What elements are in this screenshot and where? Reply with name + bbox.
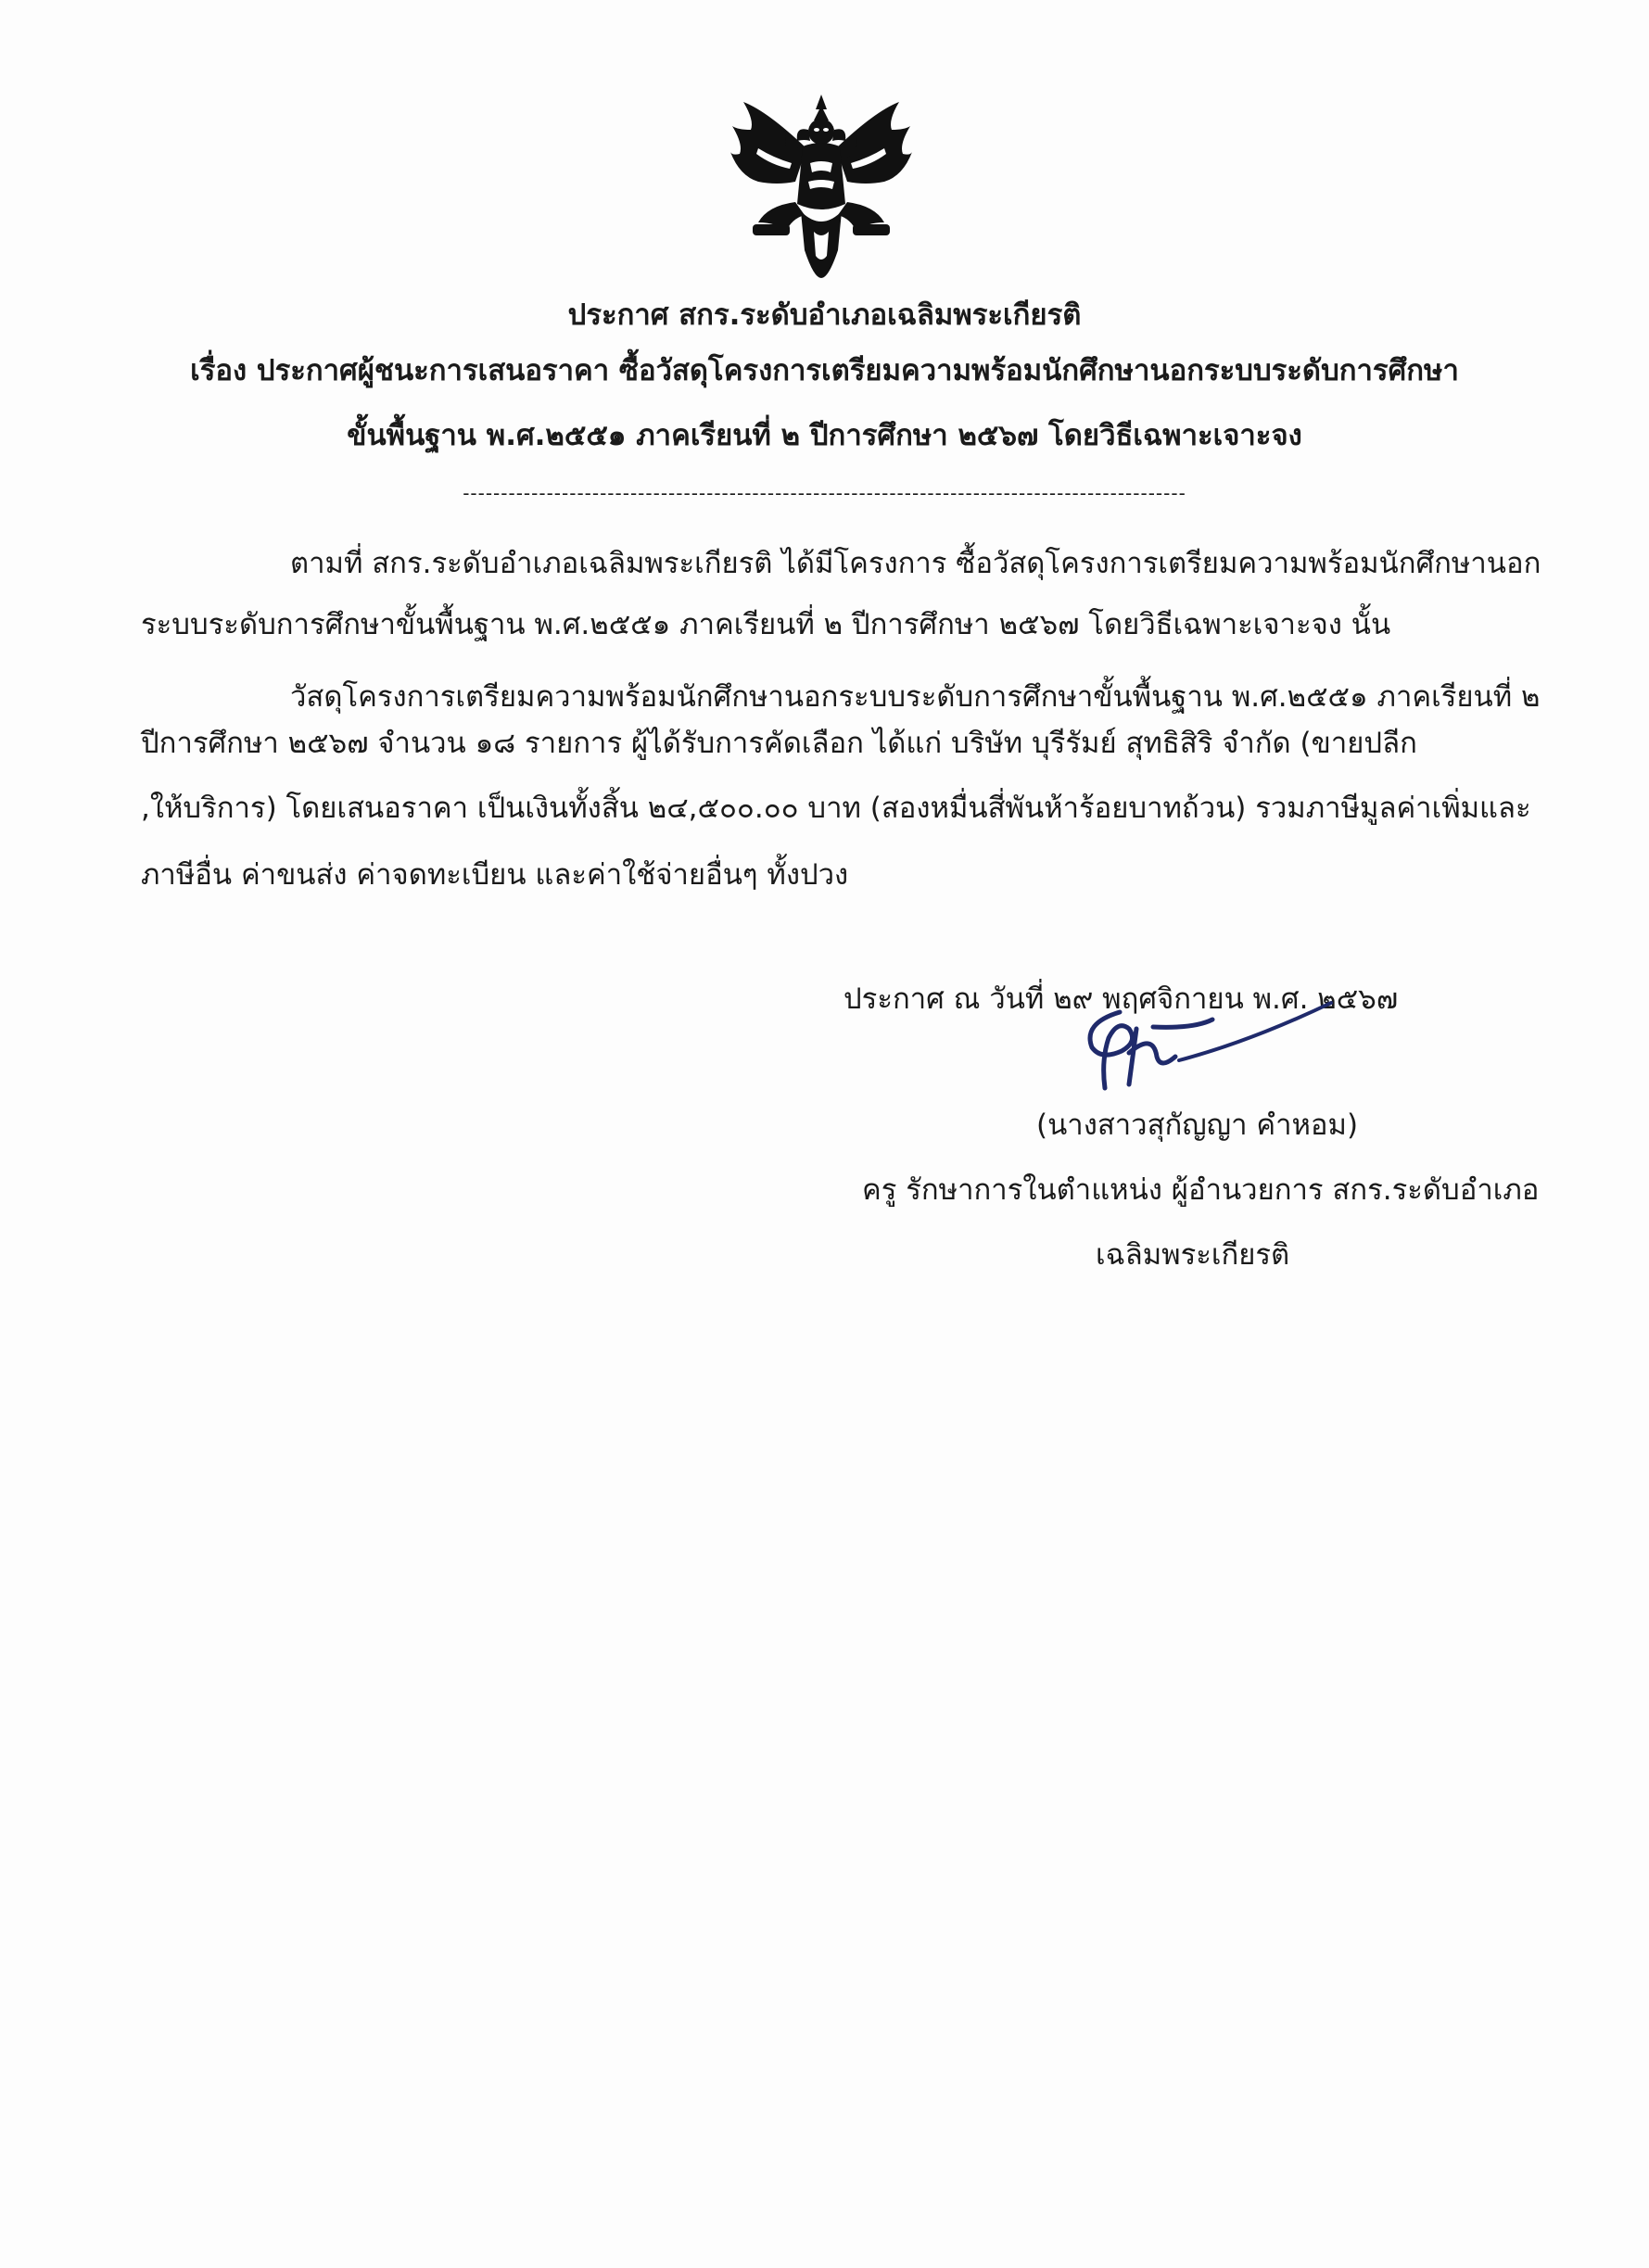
signatory-position-line-1: ครู รักษาการในตำแหน่ง ผู้อำนวยการ สกร.ระดับอำเภอ <box>862 1173 1540 1207</box>
issuer-heading: ประกาศ สกร.ระดับอำเภอเฉลิมพระเกียรติ <box>567 298 1082 332</box>
signatory-position-line-2: เฉลิมพระเกียรติ <box>1096 1238 1290 1272</box>
paragraph-2-line-4: ภาษีอื่น ค่าขนส่ง ค่าจดทะเบียน และค่าใช้จ่ายอื่นๆ ทั้งปวง <box>141 858 849 892</box>
paragraph-2-line-3: ,ให้บริการ) โดยเสนอราคา เป็นเงินทั้งสิ้น ๒๔,๕๐๐.๐๐ บาท (สองหมื่นสี่พันห้าร้อยบาทถ้วน) รวมภาษีมูลค่าเพิ่มและ <box>141 792 1531 825</box>
announcement-date: ประกาศ ณ วันที่ ๒๙ พฤศจิกายน พ.ศ. ๒๕๖๗ <box>844 982 1399 1016</box>
garuda-emblem-icon <box>730 93 912 278</box>
handwritten-signature-icon <box>1064 995 1333 1097</box>
divider-line: ----------------------------------------------------------------------------------------------- <box>463 482 1186 504</box>
subject-heading-line-2: ขั้นพื้นฐาน พ.ศ.๒๕๕๑ ภาคเรียนที่ ๒ ปีการศึกษา ๒๕๖๗ โดยวิธีเฉพาะเจาะจง <box>347 419 1302 452</box>
paragraph-1-line-2: ระบบระดับการศึกษาขั้นพื้นฐาน พ.ศ.๒๕๕๑ ภาคเรียนที่ ๒ ปีการศึกษา ๒๕๖๗ โดยวิธีเฉพาะเจาะจง นั้น <box>141 608 1391 641</box>
paragraph-2-line-1: วัสดุโครงการเตรียมความพร้อมนักศึกษานอกระบบระดับการศึกษาขั้นพื้นฐาน พ.ศ.๒๕๕๑ ภาคเรียนที่ ๒ <box>290 680 1541 714</box>
subject-heading-line-1: เรื่อง ประกาศผู้ชนะการเสนอราคา ซื้อวัสดุโครงการเตรียมความพร้อมนักศึกษานอกระบบระดับการศึกษา <box>190 354 1459 387</box>
paragraph-2-line-2: ปีการศึกษา ๒๕๖๗ จำนวน ๑๘ รายการ ผู้ได้รับการคัดเลือก ได้แก่ บริษัท บุรีรัมย์ สุทธิสิริ จำกัด (ขายปลีก <box>141 727 1417 760</box>
paragraph-1-line-1: ตามที่ สกร.ระดับอำเภอเฉลิมพระเกียรติ ได้มีโครงการ ซื้อวัสดุโครงการเตรียมความพร้อมนักศึกษานอก <box>290 547 1541 580</box>
signatory-name: (นางสาวสุกัญญา คำหอม) <box>1036 1109 1359 1142</box>
